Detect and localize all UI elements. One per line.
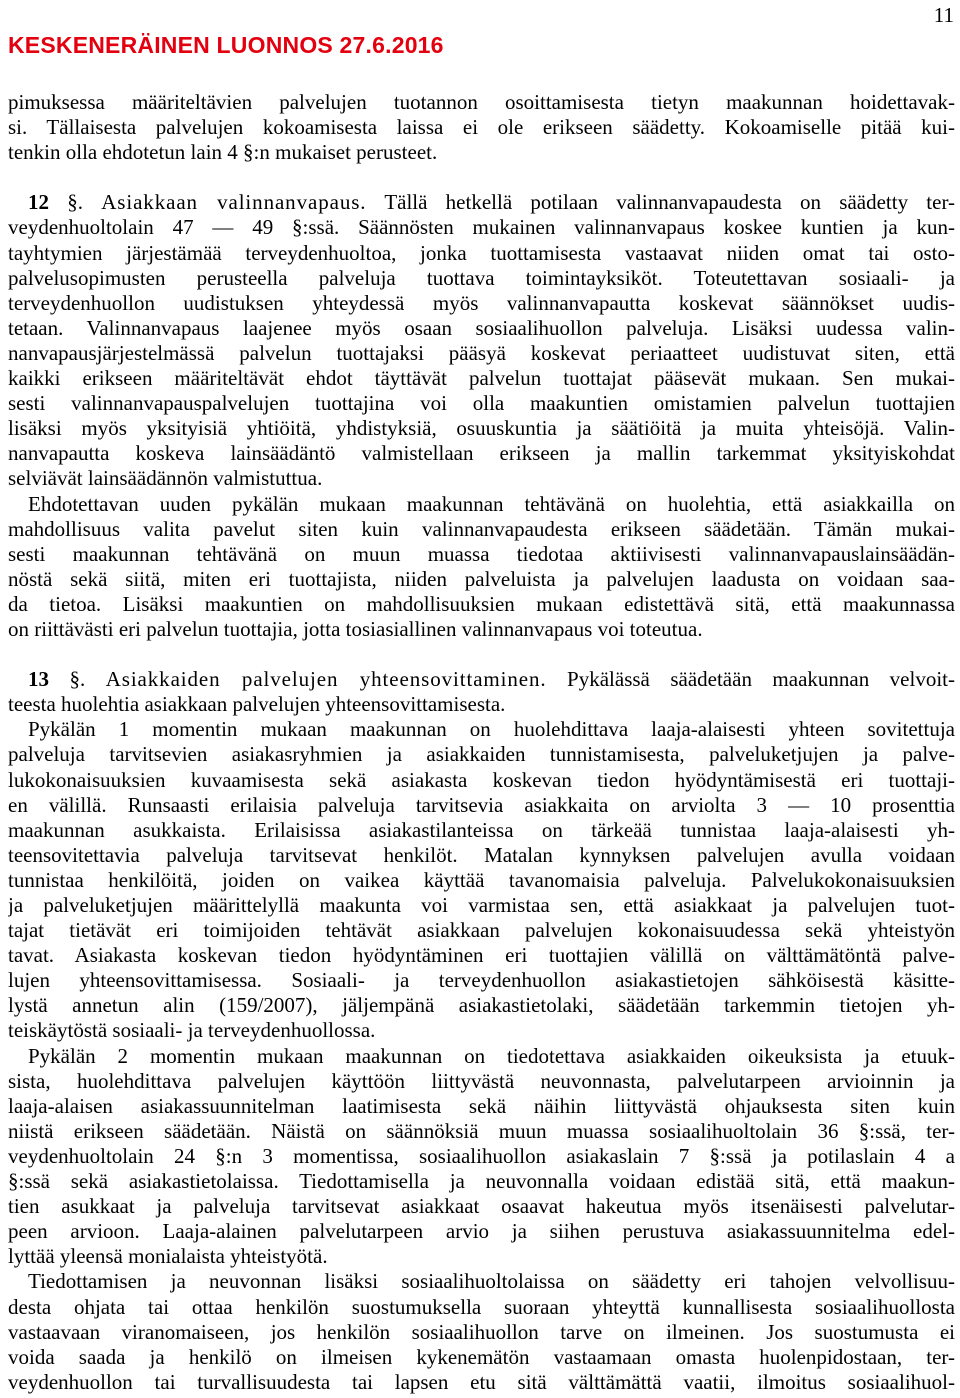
text-line: Tiedottamisen ja neuvonnan lisäksi sosiaalihuoltolaissa on säädetty eri tahojen velvollisuu- [28,1269,955,1294]
text-line [8,190,955,215]
text-line: tetaan. Valinnanvapaus laajenee myös osaan sosiaalihuollon palveluja. Lisäksi uudessa valin- [8,315,955,340]
paragraph [8,717,955,1043]
text-line: niistä erikseen säädetään. Näistä on säännöksiä muun muassa sosiaalihuoltolain 36 §:ssä, ter- [8,1118,955,1143]
text-line: da tietoa. Lisäksi maakuntien on mahdollisuuksien mukaan edistettävä sitä, että maakunnassa [8,591,955,616]
text-line: Ehdotettavan uuden pykälän mukaan maakunnan tehtävänä on huolehtia, että asiakkailla on [28,491,955,516]
text-line: tenkin olla ehdotetun lain 4 §:n mukaiset perusteet. [8,140,438,165]
text-line: voida saada ja henkilö on ilmeisen kykenemätön vastaamaan omasta huolenpidostaan, ter- [8,1344,955,1369]
document-body [8,90,955,1395]
text-line: teiskäytöstä sosiaali- ja terveydenhuollossa. [8,1018,376,1043]
text-line: teensovitettavia palveluja tarvitsevat henkilöt. Matalan kynnyksen palvelujen avulla voidaan [8,842,955,867]
text-line: lyttää yleensä monialaista yhteistyötä. [8,1244,328,1269]
text-line: teesta huolehtia asiakkaan palvelujen yhteensovittamisesta. [8,692,506,717]
section-heading: Asiakkaiden palvelujen yhteensovittaminen. [105,667,547,692]
section-sign: §. [69,667,86,692]
paragraph [8,90,955,165]
text-line: lujen yhteensovittamisessa. Sosiaali- ja terveydenhuollon asiakastietojen sähköisestä käsitte- [8,968,955,993]
text-line: sesti maakunnan tehtävänä on muun muassa tiedotaa aktiivisesti valinnanvapauslainsäädän- [8,541,955,566]
section-number: 12 [28,190,49,215]
text-line: ja palveluketjujen määrittelyllä maakunta voi varmistaa sen, että asiakkaat ja palvelujen tuot- [8,893,955,917]
text-line: veydenhuollon tai turvallisuudesta tai lapsen etu sitä välttämättä vaatii, ilmoitus sosiaalihuol- [8,1369,955,1394]
text-line: palvelusopimusten perusteella palveluja tuottava toimintayksiköt. Toteutettavan sosiaali- ja [8,265,955,290]
text-line: tavat. Asiakasta koskevan tiedon hyödyntäminen eri tuottajien välillä on välttämätöntä palve- [8,943,955,968]
text-line: sesti valinnanvapauspalvelujen tuottajina voi olla maakuntien omistamien palvelun tuottajien [8,391,955,416]
text-line: mahdollisuus valita pavelut siten kuin valinnanvapaudesta erikseen säädetään. Tämän mukai- [8,516,955,541]
text-line: lukokonaisuuksien kuvaamisesta sekä asiakasta koskevan tiedon hyödyntämisestä eri tuottaji- [8,767,955,792]
text-line: pimuksessa määriteltävien palvelujen tuotannon osoittamisesta tietyn maakunnan hoidettavak- [8,90,955,114]
text-line: terveydenhuollon uudistuksen yhteydessä myös valinnanvapautta koskevat säännökset uudis- [8,290,955,315]
text-line: nanvapautta koskeva lainsäädäntö valmistellaan erikseen ja mallin tarkemmat yksityiskohdat [8,441,955,466]
text-line: on riittävästi eri palvelun tuottajia, jotta tosiasiallinen valinnanvapaus voi toteutua. [8,616,703,641]
text-line: Pykälän 2 momentin mukaan maakunnan on tiedotettava asiakkaiden oikeuksista ja etuuk- [28,1043,955,1068]
text-line: tayhtymien järjestämää terveydenhuoltoa, jonka tuottamisesta vastaavat niiden omat tai osto- [8,240,955,265]
line-text: Pykälässä säädetään maakunnan velvoit- [567,667,955,692]
text-line: kaikki erikseen määriteltävät ehdot täyttävät palvelun tuottajat pääsevät mukaan. Sen mukai- [8,366,955,391]
section-heading: Asiakkaan valinnanvapaus. [101,190,367,215]
text-line [8,667,955,692]
text-line: en välillä. Runsaasti erilaisia palveluja tarvitsevia asiakkaita on arviolta 3 — 10 prosenttia [8,792,955,817]
text-line: desta ohjata tai ottaa henkilön suostumuksella suoraan yhteyttä kunnallisesta sosiaalihuollosta [8,1294,955,1319]
text-line: sista, huolehdittava palvelujen käyttöön liittyvästä neuvonnasta, palvelutarpeen arvioinnin ja [8,1068,955,1093]
paragraph [8,492,955,643]
text-line: si. Tällaisesta palvelujen kokoamisesta laissa ei ole erikseen säädetty. Kokoamiselle pitää kui- [8,115,955,140]
text-line: nöstä sekä siitä, miten eri tuottajista, niiden palveluista ja palvelujen laadusta on voidaan saa- [8,566,955,591]
text-line: tajat tietävät eri toimijoiden tehtävät asiakkaan palvelujen kokonaisuudessa sekä yhteistyön [8,918,955,943]
text-line: palveluja tarvitsevien asiakasryhmien ja asiakkaiden tunnistamisesta, palveluketjujen ja palve- [8,742,955,767]
paragraph [8,1044,955,1270]
text-line: tien asukkaat ja palveluja tarvitsevat asiakkaat osaavat hakeutua myös itsenäisesti palvelutar- [8,1194,955,1219]
text-line: veydenhuoltolain 47 — 49 §:ssä. Säännösten mukainen valinnanvapaus koskee kuntien ja kun- [8,215,955,240]
text-line: vastaavaan viranomaiseen, jos henkilön sosiaalihuollon tarve on ilmeinen. Jos suostumusta ei [8,1319,955,1344]
page-number: 11 [933,3,954,27]
text-line: tunnistaa henkilöitä, joiden on vaikea käyttää tavanomaisia palveluja. Palvelukokonaisuuksien [8,867,955,892]
section-sign: §. [67,190,83,215]
text-line: selviävät lainsäädännön valmistuttua. [8,466,323,491]
text-line: laaja-alaisen asiakassuunnitelman laatimisesta sekä näihin liittyvästä ohjauksesta siten kuin [8,1093,955,1118]
text-line: lystä annetun alin (159/2007), jäljempänä asiakastietolaki, säädetään tarkemmin tietojen yh- [8,993,955,1018]
paragraph [8,1269,955,1394]
section-paragraph [8,190,955,491]
text-line: lisäksi myös yksityisiä yhtiöitä, yhdistyksiä, osuuskuntia ja säätiöitä ja muita yhteisöjä. Valin- [8,416,955,441]
text-line: maakunnan asukkaista. Erilaisissa asiakastilanteissa on tärkeää tunnistaa laaja-alaisesti yh- [8,817,955,842]
text-line: nanvapausjärjestelmässä palvelun tuottajaksi pääsyä koskevat periaatteet uudistuvat siten, että [8,340,955,365]
text-line: Pykälän 1 momentin mukaan maakunnan on huolehdittava laaja-alaisesti yhteen sovitettuja [28,717,955,742]
section-number: 13 [28,667,49,692]
text-line: veydenhuoltolain 24 §:n 3 momentissa, sosiaalihuollon asiakaslain 7 §:ssä ja potilaslain 4 a [8,1143,955,1168]
text-line: §:ssä sekä asiakastietolaissa. Tiedottamisella ja neuvonnalla voidaan edistää sitä, että maakun- [8,1169,955,1194]
text-line: peen arvioon. Laaja-alainen palvelutarpeen arvio ja siihen perustuva asiakassuunnitelma edel- [8,1219,955,1244]
line-text: Tällä hetkellä potilaan valinnanvapaudesta on säädetty ter- [384,190,955,215]
draft-header: KESKENERÄINEN LUONNOS 27.6.2016 [8,32,444,58]
section-paragraph [8,667,955,717]
